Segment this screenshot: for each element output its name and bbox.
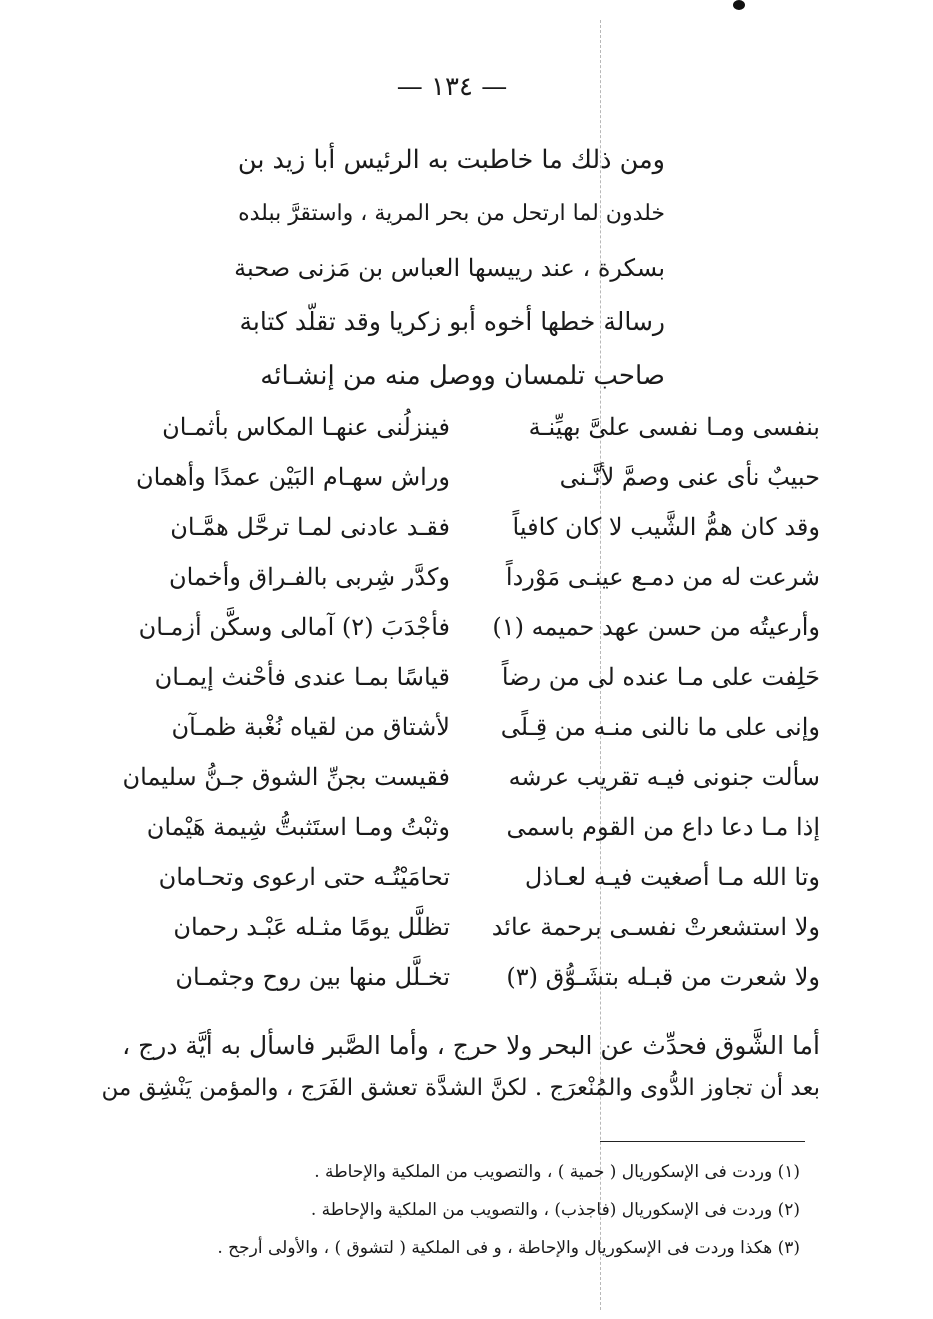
intro-line: بسكرة ، عند رييسها العباس بن مَزنى صحبة xyxy=(234,254,665,282)
verse-first-hemistich: وقد كان همُّ الشَّيب لا كان كافياً xyxy=(512,513,820,541)
poem-verse xyxy=(100,503,820,551)
closing-paragraph xyxy=(100,1025,820,1109)
closing-line: أما الشَّوق فحدِّث عن البحر ولا حرج ، وأما الصَّبر فاسأل به أيَّة درج ، xyxy=(122,1031,820,1060)
verse-second-hemistich: وثبْتُ ومـا استَثبتُّ شِيمة هَيْمان xyxy=(146,813,450,841)
footnote: (٢) وردت فى الإسكوريال (فاجذب) ، والتصويب من الملكية والإحاطة . xyxy=(310,1200,800,1220)
verse-first-hemistich: وأرعيتُه من حسن عهد حميمه (١) xyxy=(492,613,820,641)
intro-line: صاحب تلمسان ووصل منه من إنشـائه xyxy=(260,361,665,391)
verse-first-hemistich: بنفسى ومـا نفسى علىَّ بهيِّنـة xyxy=(528,413,820,441)
verse-second-hemistich: فينزلُنى عنهـا المكاس بأثمـان xyxy=(162,413,450,441)
ink-dot xyxy=(733,0,745,10)
verse-second-hemistich: فقـد عادنى لمـا ترحَّل همَّـان xyxy=(170,513,450,541)
intro-line: ومن ذلك ما خاطبت به الرئيس أبا زيد بن xyxy=(237,145,665,175)
footnote: (١) وردت فى الإسكوريال ( حمية ) ، والتصويب من الملكية والإحاطة . xyxy=(314,1162,800,1182)
poem-verse xyxy=(100,603,820,651)
footnotes xyxy=(200,1153,800,1267)
verse-second-hemistich: فأجْدَبَ (٢) آمالى وسكَّن أزمـان xyxy=(138,613,450,641)
poem-verse xyxy=(100,753,820,801)
poem-verse xyxy=(100,453,820,501)
verse-first-hemistich: حَلِفت على مـا عنده لى من رضاً xyxy=(501,663,820,691)
verse-second-hemistich: تخـلَّل منها بين روح وجثمـان xyxy=(175,963,450,991)
poem-verse xyxy=(100,653,820,701)
verse-first-hemistich: حبيبٌ نأى عنى وصمَّ لأنَّـنى xyxy=(559,463,820,491)
poem xyxy=(100,403,820,1013)
verse-first-hemistich: ولا استشعرتْ نفسـى برحمة عائد xyxy=(491,913,820,941)
verse-first-hemistich: سألت جنونى فيـه تقريب عرشه xyxy=(508,763,820,791)
footnote: (٣) هكذا وردت فى الإسكوريال والإحاطة ، و فى الملكية ( لتشوق ) ، والأولى أرجح . xyxy=(217,1238,800,1258)
poem-verse xyxy=(100,553,820,601)
verse-second-hemistich: تحامَيْتُـه حتى ارعوى وتحـامان xyxy=(158,863,450,891)
verse-first-hemistich: شرعت له من دمـع عينـى مَوْرداً xyxy=(505,563,820,591)
verse-second-hemistich: فقيست بجنِّ الشوق جـنُّ سليمان xyxy=(122,763,450,791)
verse-first-hemistich: وتا الله مـا أصغيت فيـه لعـاذل xyxy=(524,863,820,891)
poem-verse xyxy=(100,403,820,451)
verse-first-hemistich: وإنى على ما نالنى منـه من قِـلًى xyxy=(500,713,820,741)
poem-verse xyxy=(100,703,820,751)
intro-paragraph xyxy=(235,133,665,403)
verse-second-hemistich: تظلَّل يومًا مثـله عَبْـد رحمان xyxy=(173,913,450,941)
verse-first-hemistich: ولا شعرت من قبـله بتشَـوُّق (٣) xyxy=(506,963,820,991)
verse-second-hemistich: وكدَّر شِربى بالفـراق وأخمان xyxy=(168,563,450,591)
footnote-separator xyxy=(600,1141,805,1142)
intro-line: رسالة خطها أخوه أبو زكريا وقد تقلّد كتابة xyxy=(239,307,665,336)
page-number: — ١٣٤ — xyxy=(396,72,508,102)
verse-second-hemistich: وراش سهـام البَيْن عمدًا وأهمان xyxy=(136,463,450,491)
verse-second-hemistich: قياسًا بمـا عندى فأحْنث إيمـان xyxy=(154,663,450,691)
verse-second-hemistich: لأشتاق من لقياه نُغْبة ظمـآن xyxy=(171,713,450,741)
intro-line: خلدون لما ارتحل من بحر المرية ، واستقرَّ ببلده xyxy=(238,201,665,226)
closing-line: بعد أن تجاوز الدُّوى والمُنْعرَج . لكنَّ الشدَّة تعشق الفَرَج ، والمؤمن يَنْشِق من xyxy=(101,1075,820,1101)
poem-verse xyxy=(100,903,820,951)
poem-verse xyxy=(100,953,820,1001)
poem-verse xyxy=(100,853,820,901)
verse-first-hemistich: إذا مـا دعا داع من القوم باسمى xyxy=(506,813,820,841)
poem-verse xyxy=(100,803,820,851)
